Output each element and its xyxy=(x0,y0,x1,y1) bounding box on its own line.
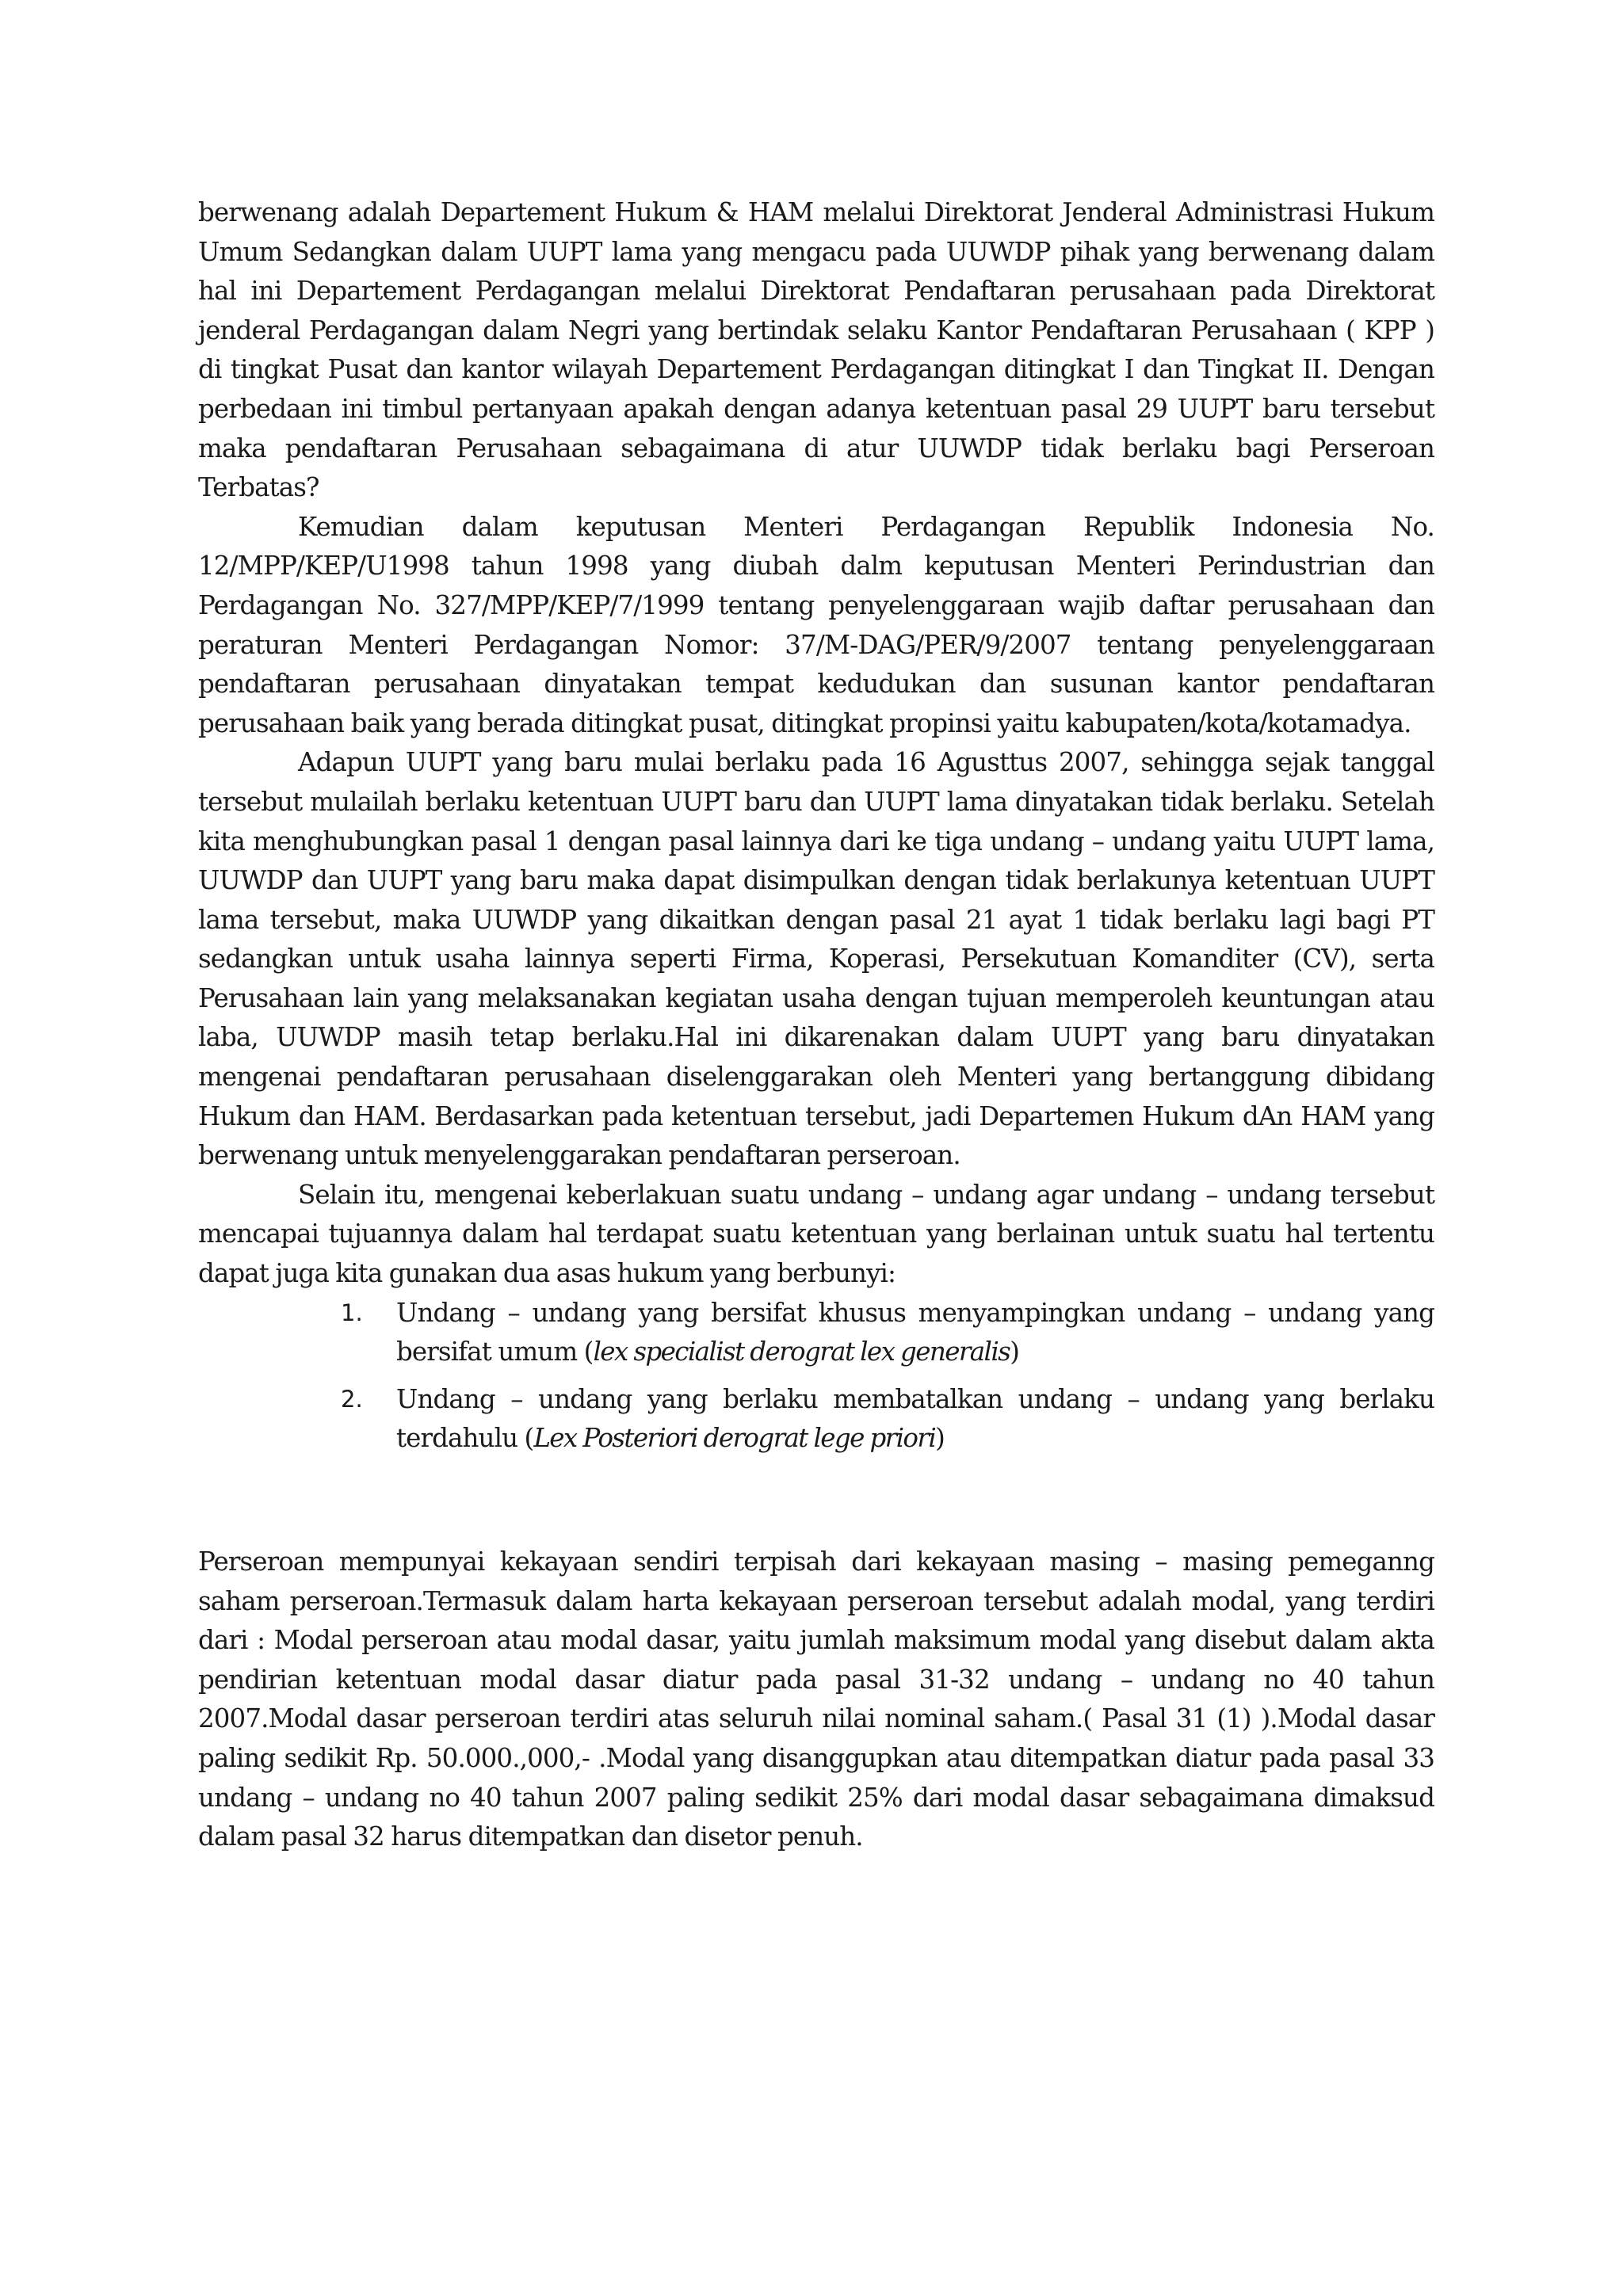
section-gap xyxy=(198,1466,1434,1543)
paragraph-2: Kemudian dalam keputusan Menteri Perdagangan Republik Indonesia No. 12/MPP/KEP/U1998 tahun 1998 yang diubah dalm keputusan Menteri Perindustrian dan Perdagangan No. 327/MPP/KEP/7/1999 tentang penyelenggaraan wajib daftar perusahaan dan peraturan Menteri Perdagangan Nomor: 37/M-DAG/PER/9/2007 tentang penyelenggaraan pendaftaran perusahaan dinyatakan tempat kedudukan dan susunan kantor pendaftaran perusahaan baik yang berada ditingkat pusat, ditingkat propinsi yaitu kabupaten/kota/kotamadya. xyxy=(198,511,1434,738)
document-page xyxy=(198,193,1434,1857)
paragraph-5: Perseroan mempunyai kekayaan sendiri terpisah dari kekayaan masing – masing pemeganng saham perseroan.Termasuk dalam harta kekayaan perseroan tersebut adalah modal, yang terdiri dari : Modal perseroan atau modal dasar, yaitu jumlah maksimum modal yang disebut dalam akta pendirian ketentuan modal dasar diatur pada pasal 31-32 undang – undang no 40 tahun 2007.Modal dasar perseroan terdiri atas seluruh nilai nominal saham.( Pasal 31 (1) ).Modal dasar paling sedikit Rp. 50.000.,000,- .Modal yang disanggupkan atau ditempatkan diatur pada pasal 33 undang – undang no 40 tahun 2007 paling sedikit 25% dari modal dasar sebagaimana dimaksud dalam pasal 32 harus ditempatkan dan disetor penuh. xyxy=(198,1547,1434,1852)
list-number: 1. xyxy=(341,1299,363,1326)
legal-principles-list xyxy=(198,1294,1434,1459)
list-item-tail: ) xyxy=(1010,1337,1019,1367)
list-item xyxy=(198,1380,1434,1459)
paragraph-4: Selain itu, mengenai keberlakuan suatu undang – undang agar undang – undang tersebut mencapai tujuannya dalam hal terdapat suatu ketentuan yang berlainan untuk suatu hal tertentu dapat juga kita gunakan dua asas hukum yang berbunyi: xyxy=(198,1179,1434,1289)
latin-maxim: lex specialist derograt lex generalis xyxy=(593,1337,1010,1367)
list-item xyxy=(198,1294,1434,1372)
list-item-text: Undang – undang yang bersifat khusus menyampingkan undang – undang yang bersifat umum ( xyxy=(396,1297,1434,1367)
paragraph-1: berwenang adalah Departement Hukum & HAM melalui Direktorat Jenderal Administrasi Hukum Umum Sedangkan dalam UUPT lama yang mengacu pada UUWDP pihak yang berwenang dalam hal ini Departement Perdagangan melalui Direktorat Pendaftaran perusahaan pada Direktorat jenderal Perdagangan dalam Negri yang bertindak selaku Kantor Pendaftaran Perusahaan ( KPP ) di tingkat Pusat dan kantor wilayah Departement Perdagangan ditingkat I dan Tingkat II. Dengan perbedaan ini timbul pertanyaan apakah dengan adanya ketentuan pasal 29 UUPT baru tersebut maka pendaftaran Perusahaan sebagaimana di atur UUWDP tidak berlaku bagi Perseroan Terbatas? xyxy=(198,197,1434,503)
list-item-tail: ) xyxy=(935,1423,945,1454)
paragraph-3: Adapun UUPT yang baru mulai berlaku pada 16 Agusttus 2007, sehingga sejak tanggal tersebut mulailah berlaku ketentuan UUPT baru dan UUPT lama dinyatakan tidak berlaku. Setelah kita menghubungkan pasal 1 dengan pasal lainnya dari ke tiga undang – undang yaitu UUPT lama, UUWDP dan UUPT yang baru maka dapat disimpulkan dengan tidak berlakunya ketentuan UUPT lama tersebut, maka UUWDP yang dikaitkan dengan pasal 21 ayat 1 tidak berlaku lagi bagi PT sedangkan untuk usaha lainnya seperti Firma, Koperasi, Persekutuan Komanditer (CV), serta Perusahaan lain yang melaksanakan kegiatan usaha dengan tujuan memperoleh keuntungan atau laba, UUWDP masih tetap berlaku.Hal ini dikarenakan dalam UUPT yang baru dinyatakan mengenai pendaftaran perusahaan diselenggarakan oleh Menteri yang bertanggung dibidang Hukum dan HAM. Berdasarkan pada ketentuan tersebut, jadi Departemen Hukum dAn HAM yang berwenang untuk menyelenggarakan pendaftaran perseroan. xyxy=(198,747,1434,1171)
list-number: 2. xyxy=(341,1385,363,1413)
latin-maxim: Lex Posteriori derograt lege priori xyxy=(533,1423,936,1454)
list-item-text: Undang – undang yang berlaku membatalkan undang – undang yang berlaku terdahulu ( xyxy=(396,1383,1434,1454)
